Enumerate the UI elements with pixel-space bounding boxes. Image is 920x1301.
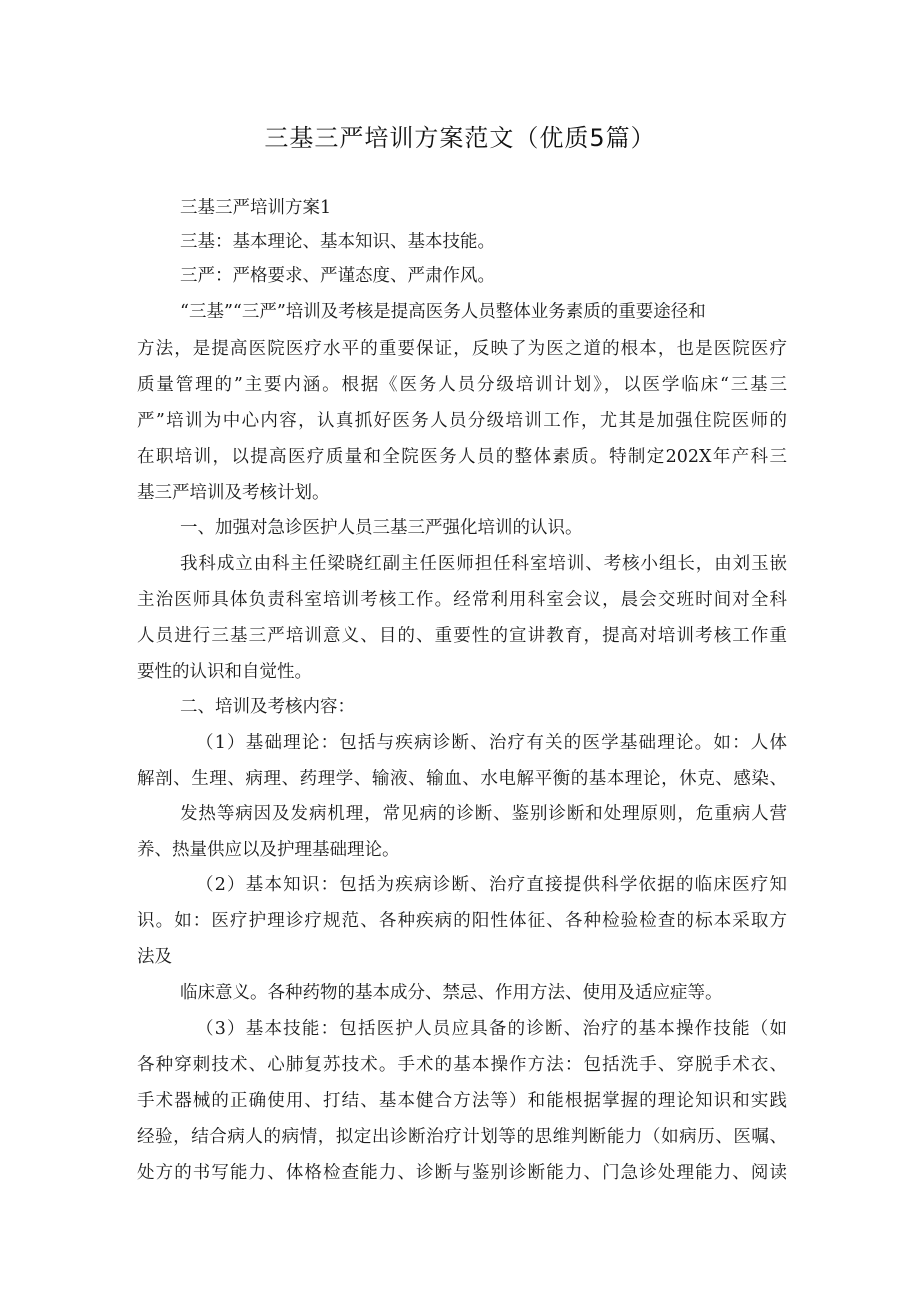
text-line: 发热等病因及发病机理，常见病的诊断、鉴别诊断和处理原则，危重病人营 [180,804,787,824]
text-line: 在职培训，以提高医疗质量和全院医务人员的整体素质。特制定202X年产科三 [137,447,787,467]
text-line: 要性的认识和自觉性。 [137,662,312,682]
text-line: 主治医师具体负责科室培训考核工作。经常利用科室会议，晨会交班时间对全科 [137,590,787,610]
text-line: 三严：严格要求、严谨态度、严肃作风。 [180,266,495,286]
text-line: （1）基础理论：包括与疾病诊断、治疗有关的医学基础理论。如：人体 [196,733,787,753]
text-line: 三基：基本理论、基本知识、基本技能。 [180,232,495,252]
text-line: 识。如：医疗护理诊疗规范、各种疾病的阳性体征、各种检验检查的标本采取方 [137,911,787,931]
text-line: 养、热量供应以及护理基础理论。 [137,840,400,860]
text-line: 经验，结合病人的病情，拟定出诊断治疗计划等的思维判断能力（如病历、医嘱、 [137,1127,787,1147]
text-line: 临床意义。各种药物的基本成分、禁忌、作用方法、使用及适应症等。 [180,983,723,1003]
text-line: 方法，是提高医院医疗水平的重要保证，反映了为医之道的根本，也是医院医疗 [137,339,787,359]
text-line: 手术器械的正确使用、打结、基本健合方法等）和能根据掌握的理论知识和实践 [137,1091,787,1111]
text-line: 法及 [137,947,172,967]
text-line: （2）基本知识：包括为疾病诊断、治疗直接提供科学依据的临床医疗知 [196,875,787,895]
page-title: 三基三严培训方案范文（优质5篇） [264,124,656,152]
text-line: 三基三严培训方案1 [180,198,332,218]
section-heading: 一、加强对急诊医护人员三基三严强化培训的认识。 [180,518,583,538]
text-line: 基三严培训及考核计划。 [137,483,330,503]
text-line: 各种穿刺技术、心肺复苏技术。手术的基本操作方法：包括洗手、穿脱手术衣、 [137,1055,787,1075]
text-line: （3）基本技能：包括医护人员应具备的诊断、治疗的基本操作技能（如 [196,1019,787,1039]
text-line: 人员进行三基三严培训意义、目的、重要性的宣讲教育，提高对培训考核工作重 [137,626,787,646]
text-line: “三基”“三严”培训及考核是提高医务人员整体业务素质的重要途径和 [180,302,706,322]
text-line: 处方的书写能力、体格检查能力、诊断与鉴别诊断能力、门急诊处理能力、阅读 [137,1163,787,1183]
text-line: 严”培训为中心内容，认真抓好医务人员分级培训工作，尤其是加强住院医师的 [137,411,787,431]
text-line: 我科成立由科主任梁晓红副主任医师担任科室培训、考核小组长，由刘玉嵌 [180,554,787,574]
text-line: 解剖、生理、病理、药理学、输液、输血、水电解平衡的基本理论，休克、感染、 [137,769,787,789]
text-line: 质量管理的”主要内涵。根据《医务人员分级培训计划》，以医学临床“三基三 [137,375,787,395]
section-heading: 二、培训及考核内容： [180,697,355,717]
